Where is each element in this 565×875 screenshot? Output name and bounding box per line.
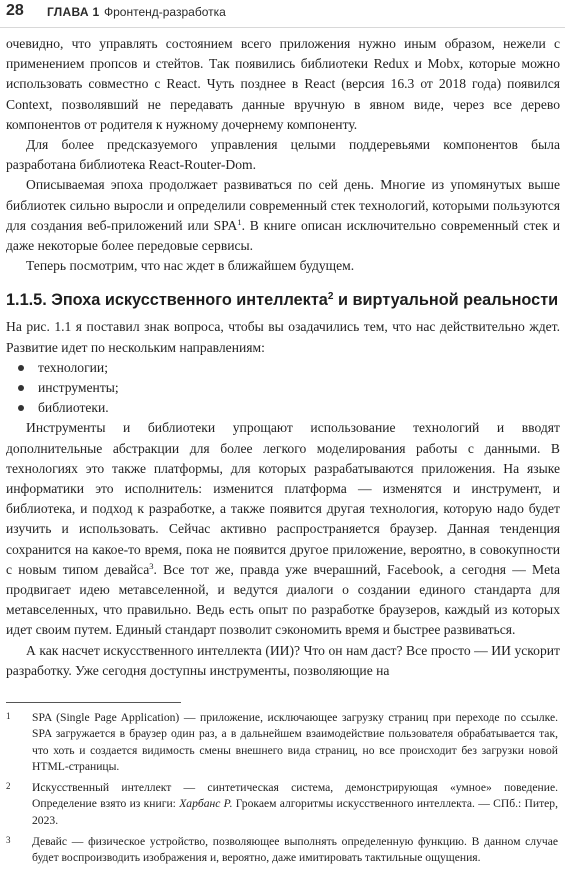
footnote-text: Грокаем алгоритмы искусственного интеллекта. — СПб.: Питер, 2023. — [32, 797, 558, 827]
section-heading-text: 1.1.5. Эпоха искусственного интеллекта — [6, 291, 328, 310]
paragraph-text: . Все тот же, правда уже вчерашний, Facebook, а сегодня — Meta продвигает идею метавселенной, и ведутся диалоги о создании единого стандарта для метавселенных, что правильно. Ведь есть опыт по разработке браузеров, каждый из которых идет своим путем. Единый стандарт позволит сэкономить время и быстрее развиваться. — [6, 561, 560, 638]
footnote-number: 3 — [6, 835, 11, 846]
paragraph-text: Инструменты и библиотеки упрощают использование технологий и вводят дополнительные абстракции для более легкого моделирования работы с данными. В технологиях это также платформы, для которых разрабатываются приложения. На языке информатики это исполнитель: изменится платформа — изменятся и инструмент, и библиотека, и подход к разработке, а также появится другая технология, которую надо будет изучить и использовать. Сейчас активно распространяется браузер. Данная тенденция сохранится на какое-то время, пока не появится другое приложение, вероятно, в совокупности с новым типом девайса — [6, 420, 560, 577]
list-item — [16, 378, 560, 398]
paragraph: На рис. 1.1 я поставил знак вопроса, чтобы вы озадачились тем, что нас действительно ждет. Развитие идет по нескольким направлениям: — [6, 319, 560, 355]
paragraph-text: . В книге описан исключительно современный стек и даже некоторые более передовые сервисы. — [6, 217, 561, 254]
footnote-ref[interactable]: 2 — [327, 291, 334, 303]
paragraph — [6, 418, 560, 640]
main-text — [0, 34, 565, 681]
list-item-text: библиотеки. — [38, 400, 109, 416]
footnote-ref[interactable]: 3 — [149, 560, 154, 571]
footnote-divider — [6, 702, 181, 703]
chapter-label: ГЛАВА 1 — [47, 5, 100, 19]
footnotes — [6, 710, 558, 872]
footnote — [6, 834, 558, 867]
running-header — [0, 0, 565, 28]
footnote — [6, 780, 558, 829]
bullet-icon — [18, 405, 24, 411]
footnote-number: 1 — [6, 711, 11, 721]
list-item-text: инструменты; — [38, 380, 119, 396]
paragraph: очевидно, что управлять состоянием всего приложения нужно иным образом, нежели с применением пропсов и стейтов. Так появились библиотеки Redux и Mobx, которые можно использовать совместно с React. Чуть позднее в React (версия 16.3 от 2018 года) появился Context, позволявший не передавать данные вручную в явном виде, через все дерево компонентов от родителя к нужному дочернему компоненту. — [6, 36, 560, 132]
list-item — [16, 358, 560, 378]
section-heading-text: и виртуальной реальности — [333, 291, 559, 310]
footnote-text: Искусственный интеллект — синтетическая система, демонстрирующая «умное» поведение. Определение взято из книги: — [32, 781, 558, 811]
footnote — [6, 710, 558, 775]
bullet-icon — [18, 365, 24, 371]
footnote-text: Девайс — физическое устройство, позволяющее выполнять определенную функцию. В данном случае будет воспроизводить изображения и, вероятно, даже имитировать тактильные ощущения. — [32, 835, 558, 865]
paragraph: Для более предсказуемого управления целыми поддеревьями компонентов была разработана библиотека React-Router-Dom. — [6, 137, 560, 173]
paragraph-text: Описываемая эпоха продолжает развиваться по сей день. Многие из упомянутых выше библиотек сильно выросли и определили современный стек технологий, которыми пользуются для создания веб-приложений или SPA — [6, 177, 560, 233]
chapter-title: Фронтенд-разработка — [104, 5, 226, 19]
bullet-list — [6, 358, 560, 419]
footnote-number: 2 — [6, 781, 11, 792]
paragraph: А как насчет искусственного интеллекта (ИИ)? Что он нам даст? Все просто — ИИ ускорит разработку. Уже сегодня доступны инструменты, позволяющие на — [6, 642, 560, 678]
paragraph — [6, 175, 560, 256]
footnote-author: Харбанс Р. — [179, 797, 233, 811]
list-item — [16, 398, 560, 418]
list-item-text: технологии; — [38, 359, 108, 375]
section-heading — [6, 286, 560, 311]
paragraph: Теперь посмотрим, что нас ждет в ближайшем будущем. — [26, 258, 355, 274]
page-number: 28 — [6, 2, 24, 19]
footnote-ref[interactable]: 1 — [237, 216, 242, 227]
footnote-text: SPA (Single Page Application) — приложение, исключающее загрузку страниц при переходе по ссылке. SPA загружается в браузер один раз, а в дальнейшем взаимодействие пользователя обрабатывается так, что хоть и создается видимость смены внешнего вида страниц, но все происходит без загрузки новой HTML-страницы. — [32, 711, 558, 773]
bullet-icon — [18, 385, 24, 391]
